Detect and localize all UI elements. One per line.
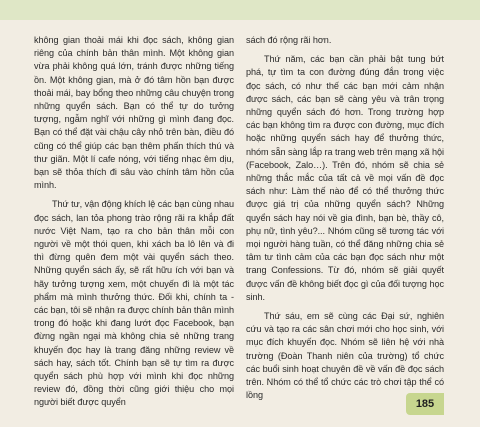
right-paragraph-2: Thứ năm, các bạn cần phải bật tung bứt phá, tự tìm ta con đường đúng đắn trong việc đọc sách, có như thế các bạn mới cảm nhận được sách, các bạn sẽ càng yêu và trân trọng những quyển sách đó hơn. Trong trường hợp các bạn không tìm ra được con đường, mục đích hoặc những quyển sách hay để thưởng thức, nhóm sẵn sàng lắp ra trang web trên mạng xã hội (Facebook, Zalo…). Trên đó, nhóm sẽ chia sẻ những thắc mắc của tất cả về mọi vấn đề đọc sách như: Làm thế nào để có thể thưởng thức được giá trị của những quyển sách? Những quyển sách hay nói về gia đình, bạn bè, thầy cô, phụ nữ, tình yêu?... Nhóm cũng sẽ tương tác với mọi người hàng tuần, có thể đăng những chia sẻ tâm tư tình cảm của các bạn đọc sách như một trang Confessions. Từ đó, nhóm sẽ giải quyết được vấn đề không biết đọc gì của đối tượng học sinh. <box>246 54 444 302</box>
right-column <box>246 34 444 408</box>
page-number: 185 <box>415 398 435 410</box>
left-column <box>34 34 234 416</box>
left-paragraph-2: Thứ tư, vận động khích lệ các bạn cùng nhau đọc sách, lan tỏa phong trào rộng rãi ra khắp đất nước Việt Nam, tạo ra cho bản thân mỗi con người về một thói quen, khi xách ba lô lên và đi thì đừng quên đem một vài quyển sách theo. Những quyển sách ấy, sẽ rất hữu ích với bạn và hãy tưởng tượng xem, một chuyến đi là một tác phẩm mà mình thưởng thức. Đối khi, chính ta - các bạn, tôi sẽ nhận ra được chính bản thân mình trong đó hoặc khi đang lướt đọc Facebook, bạn đừng ngần ngại mà không chia sẻ những trang khuyến đọc hay là trang đăng những review về sách hay, sách tốt. Chính bạn sẽ tự tìm ra được quyển sách phù hợp với mình khi đọc những review đó, đồng thời cũng giới thiệu cho mọi người biết được quyển <box>34 199 234 408</box>
left-paragraph-1: không gian thoải mái khi đọc sách, không gian riêng của chính bản thân mình. Một không gian vừa phải không quá lớn, tránh được những tiếng ồn. Một không gian, mà ở đó tâm hồn bạn được thoải mái, bay bổng theo những câu chuyện trong những quyển sách. Bạn có thể tự do tưởng tượng, ngẫm nghĩ với những gì mình đang đọc. Bạn có thể đặt vài chậu cây nhỏ trên bàn, điều đó cũng có thể giúp các bạn thêm phấn thích thú và thư giãn. Một lí cafe nóng, với tiếng nhạc êm dịu, bạn sẽ thỏa thích đi sâu vào chính tâm hồn của mình. <box>34 35 234 191</box>
right-paragraph-3: Thứ sáu, em sẽ cùng các Đại sứ, nghiên cứu và tạo ra các sân chơi mới cho học sinh, với mục đích khuyến đọc. Nhóm sẽ liên hệ với nhà trường (Đoàn Thanh niên của trường) tổ chức các buổi sinh hoạt chuyên đề về vấn đề đọc sách trên. Nhóm có thể tổ chức các trò chơi tập thể có lồng <box>246 311 444 401</box>
page-number-tab <box>406 393 444 415</box>
right-paragraph-1: sách đó rộng rãi hơn. <box>246 35 332 45</box>
